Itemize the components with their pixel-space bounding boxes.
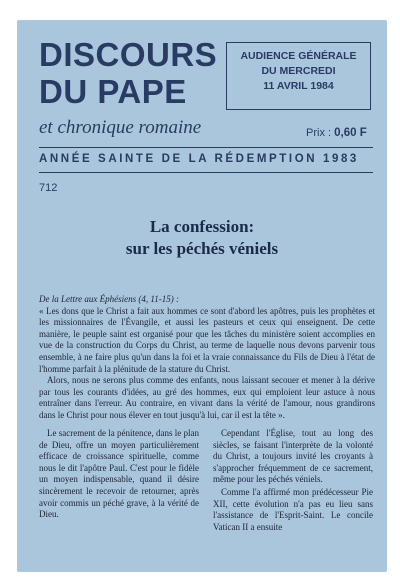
body-column-right (213, 428, 373, 534)
masthead-subtitle: et chronique romaine (39, 117, 202, 138)
scripture-source: De la Lettre aux Éphésiens (4, 11-15) : (39, 294, 179, 304)
newsletter-page (17, 20, 387, 572)
issue-number: 712 (39, 182, 58, 194)
bottom-divider (39, 172, 373, 173)
audience-line1: AUDIENCE GÉNÉRALE (240, 50, 357, 62)
masthead-title-line2: DU PAPE (39, 73, 187, 110)
masthead-title-line1: DISCOURS (39, 36, 218, 73)
top-divider (39, 147, 373, 148)
price-label: Prix : (306, 127, 332, 139)
article-title-line1: La confession: (149, 217, 255, 236)
body-paragraph: Le sacrement de la pénitence, dans le plan de Dieu, offre un moyen particulièrement efficace de croissance spirituelle, comme nous le dit l'apôtre Paul. C'est pour le fidèle un moyen indispensable, quand il désire sincèrement le recevoir de retourner, après avoir commis un péché grave, à la vérité de Dieu. (39, 428, 199, 520)
audience-line3: 11 AVRIL 1984 (263, 80, 334, 92)
price (306, 127, 367, 139)
price-value: 0,60 F (334, 127, 367, 139)
masthead-title (39, 36, 217, 110)
audience-date-box (226, 42, 371, 110)
holy-year-banner: ANNÉE SAINTE DE LA RÉDEMPTION 1983 (39, 153, 359, 165)
audience-line2: DU MERCREDI (261, 65, 336, 77)
article-title (17, 216, 387, 260)
body-paragraph: Cependant l'Église, tout au long des siècles, se faisant l'interprète de la volonté du Christ, a toujours invité les croyants à s'approcher fréquemment de ce sacrement, même pour les péchés véniels. (213, 428, 373, 485)
scripture-quote (39, 294, 375, 422)
body-column-left (39, 428, 199, 522)
body-paragraph: Comme l'a affirmé mon prédécesseur Pie XII, cette évolution n'a pas eu lieu sans l'assistance de l'Esprit-Saint. Le concile Vatican II a ensuite (213, 486, 373, 532)
article-title-line2: sur les péchés véniels (125, 239, 279, 258)
quote-paragraph-1: « Les dons que le Christ a fait aux hommes ce sont d'abord les apôtres, puis les prophètes et les missionnaires de l'Évangile, et aussi les pasteurs et ceux qui enseignent. De cette manière, le peuple saint est organisé pour que les tâches du ministère soient accomplies en vue de la construction du Corps du Christ, au terme de laquelle nous devons parvenir tous ensemble, à ne faire plus qu'un dans la foi et la vraie connaissance du Fils de Dieu à l'état de l'homme parfait à la plénitude de la stature du Christ. (39, 305, 375, 374)
quote-paragraph-2: Alors, nous ne serons plus comme des enfants, nous laissant secouer et mener à la dérive par tous les courants d'idées, au gré des hommes, eux qui emploient leur astuce à nous entraîner dans l'erreur. Au contraire, en vivant dans la vérité de l'amour, nous grandirons dans le Christ pour nous élever en tout jusqu'à lui, car il est la tête ». (39, 375, 375, 420)
